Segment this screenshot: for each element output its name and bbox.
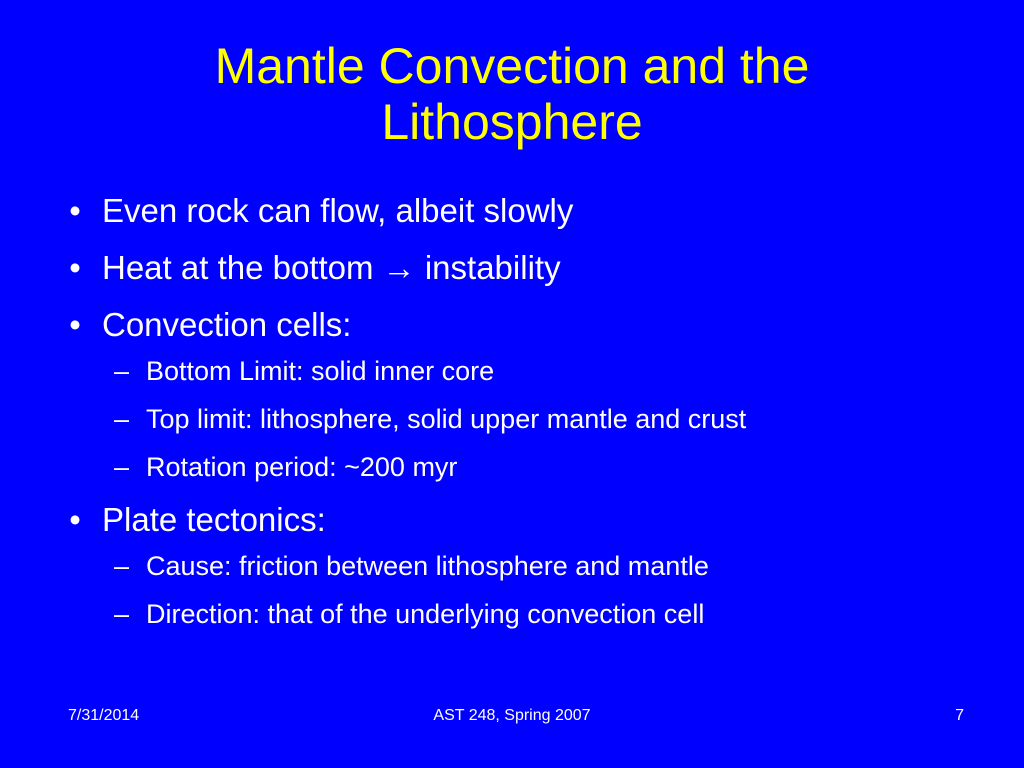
bullet-text: Convection cells:: [102, 306, 352, 343]
dash-marker: –: [114, 551, 130, 581]
bullet-item-3: [60, 304, 990, 346]
bullet-item-1: [60, 190, 990, 232]
sub-bullet-text: Cause: friction between lithosphere and mantle: [146, 551, 709, 581]
bullet-text: Even rock can flow, albeit slowly: [102, 192, 574, 229]
dash-marker: –: [114, 356, 130, 386]
bullet-marker: •: [69, 306, 81, 343]
bullet-text-before-arrow: Heat at the bottom: [102, 249, 374, 286]
sub-bullet-text: Direction: that of the underlying convection cell: [146, 599, 705, 629]
sub-bullet-item: [60, 597, 990, 631]
dash-marker: –: [114, 452, 130, 482]
slide-title-line-1: Mantle Convection and the: [214, 38, 810, 94]
footer-date: 7/31/2014: [68, 707, 140, 724]
sub-bullet-item: [60, 549, 990, 583]
footer-course: AST 248, Spring 2007: [433, 707, 591, 724]
bullet-text-after-arrow: instability: [424, 249, 561, 286]
bullet-marker: •: [69, 501, 81, 538]
dash-marker: –: [114, 599, 130, 629]
dash-marker: –: [114, 404, 130, 434]
slide-title-line-2: Lithosphere: [381, 94, 643, 150]
sub-bullet-item: [60, 354, 990, 388]
bullet-item-2: [60, 247, 990, 289]
sub-bullet-text: Top limit: lithosphere, solid upper mantle and crust: [146, 404, 747, 434]
sub-bullet-item: [60, 402, 990, 436]
sub-bullet-item: [60, 450, 990, 484]
sub-bullet-text: Rotation period: ~200 myr: [146, 452, 458, 482]
footer-page-number: 7: [955, 707, 964, 724]
right-arrow-icon: →: [382, 249, 416, 286]
bullet-item-4: [60, 499, 990, 541]
bullet-text: Plate tectonics:: [102, 501, 326, 538]
sub-bullet-text: Bottom Limit: solid inner core: [146, 356, 495, 386]
slide-body: [60, 190, 990, 631]
slide-title: [60, 38, 964, 150]
bullet-marker: •: [69, 249, 81, 286]
bullet-marker: •: [69, 192, 81, 229]
